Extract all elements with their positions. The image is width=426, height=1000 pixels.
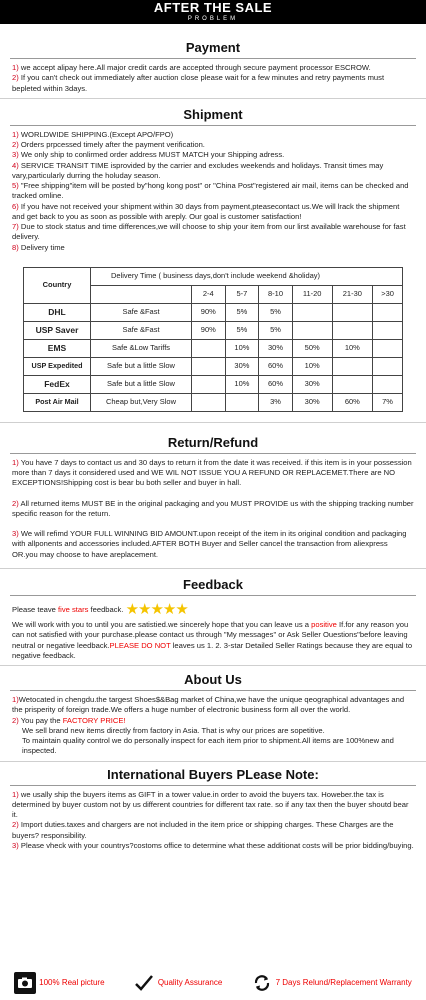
divider [0,665,426,666]
percentage-cell [192,357,226,375]
intl-list [12,790,414,852]
item-text: You have 7 days to contact us and 30 days to return it from the date it was received. if this item is in your possession more than 7 days it considered used and WE WIL NOT ISSUE YOU A REFUND OR REPLACEMET.There are NO EXCEPTIONS!Shipping cost is bear bu both seller and buyer in hall. [12,457,412,488]
item-number: 2) [12,715,19,725]
percentage-cell [332,375,373,393]
item-text: Orders prpcessed timely after the payment verification. [20,140,205,149]
percentage-cell: 3% [259,393,293,411]
divider [10,595,416,596]
percentage-cell: 5% [259,303,293,321]
list-item [12,841,414,851]
table-row [24,303,403,321]
carrier-cell: FedEx [24,375,91,393]
item-number: 3) [12,529,19,538]
shipment-heading: Shipment [183,106,243,122]
divider [0,98,426,99]
percentage-cell: 5% [259,321,293,339]
description-cell: Safe &Fast [91,303,192,321]
feedback-text: Please teave [12,604,59,614]
list-item [12,222,414,243]
item-number: 8) [12,242,19,252]
header-bar [0,0,426,24]
feedback-heading: Feedback [183,576,243,592]
header-title: AFTER THE SALE [153,0,273,15]
item-number: 1) [12,789,19,799]
item-text: All returned items MUST BE in the original packaging and you MUST PROVIDE us with the shipping tracking number specific reason for the return. [12,498,414,518]
item-text: We will refimd YOUR FULL WINNING BID AMOUNT.upon receipt of the item in its original condition and packaging with allponents and accessories included.AFTER BOTH Buyer and Seller cancel the transaction from aliexpress OR.you may choose to have areplacement. [12,529,407,559]
percentage-cell [373,303,403,321]
percentage-cell: 5% [225,321,259,339]
day-col-header: 2-4 [192,285,226,303]
list-item [12,140,414,150]
factory-price-highlight: FACTORY PRICE! [62,715,126,725]
item-text: You pay the [20,715,63,725]
percentage-cell [332,357,373,375]
description-cell: Safe &Low Tariffs [91,339,192,357]
list-item [12,820,414,841]
divider [10,690,416,691]
percentage-cell [373,339,403,357]
feedback-request [12,600,414,620]
item-number: 6) [12,201,19,211]
feedback-text: If.for any reason you can not satisfied with your purchase.please contact us through "My messages" or Ask Seller Ouestions"before leaving neutral or negative leedback. [12,620,409,650]
list-item [12,790,414,821]
percentage-cell: 10% [225,375,259,393]
percentage-cell: 90% [192,303,226,321]
divider [0,568,426,569]
item-text: Delivery time [20,242,65,252]
refund-warranty-label: 7 Days Relund/Replacement Warranty [275,977,412,987]
five-stars-icon: ★★★★★ [125,600,188,618]
percentage-cell: 60% [332,393,373,411]
payment-section [0,40,426,94]
carrier-cell: Post Air Mail [24,393,91,411]
percentage-cell: 90% [192,321,226,339]
item-text: If you have not received your shipment within 30 days from payment,pteasecontact us.We will lrack the shipment and get back to you as soon as possible with areply. Our goal is customer satisfaction! [12,201,400,221]
list-item [12,161,414,182]
item-text: Due to stock status and time differences,we will choose to ship your item from our lirst available warehouse for fast delivery. [12,222,406,242]
item-number: 1) [12,63,19,72]
about-text [12,695,414,757]
feedback-section [0,577,426,661]
percentage-cell [332,303,373,321]
divider [10,125,416,126]
feedback-text: leaves us 1. 2. 3-star Detailed Seller Ratings because they are equal to negative feedback. [12,640,413,660]
percentage-cell [373,375,403,393]
percentage-cell [192,339,226,357]
about-p4: To maintain quality control we do personally inspect for each item prior to shipment.All items are 100%new and inspected. [22,736,394,756]
percentage-cell: 30% [259,339,293,357]
percentage-cell [292,303,332,321]
percentage-cell [225,393,259,411]
item-number: 3) [12,150,19,160]
feedback-highlight: positive [311,620,337,629]
item-text: we usally ship the buyers items as GIFT in a tower value.in order to avoid the buyers tax. Howeber.the tax is determined by buyer custom not by us different countries for different tax rate. so if any tax then the buyer shoutd bear it. [12,789,409,819]
percentage-cell [373,321,403,339]
percentage-cell: 60% [259,357,293,375]
list-item [12,73,414,94]
refund-list [12,458,414,560]
list-item [12,150,414,160]
item-text: We only ship to conlirmed order address MUST MATCH your Shipping adress. [20,150,285,160]
item-number: 2) [12,140,19,149]
list-item [12,499,414,520]
item-text: Import duties.taxes and chargers are not included in the item price or shipping charges. These Charges are the buyers? responsibility. [12,820,394,840]
item-number: 1) [12,457,19,467]
list-item [12,458,414,489]
item-text: we accept alipay here.All major credit cards are accepted through secure payment processor ESCROW. [20,63,371,72]
refresh-icon [251,972,273,994]
description-cell: Safe &Fast [91,321,192,339]
table-row [24,357,403,375]
percentage-cell: 10% [292,357,332,375]
list-item [12,63,414,73]
day-col-header: 21-30 [332,285,373,303]
real-picture-badge [14,972,104,994]
item-text: If you can't check out immediately after auction close please wait for a few minutes and retry payments must bepleted within 3days. [12,73,385,93]
item-number: 1) [12,129,19,139]
percentage-cell: 30% [225,357,259,375]
feedback-highlight: PLEASE DO NOT [109,640,171,650]
percentage-cell: 7% [373,393,403,411]
carrier-cell: EMS [24,339,91,357]
item-text: Wetocated in chengdu.the targest Shoes$&Bag market of China,we have the unique qeographical advantages and the prisperity of foreign trade.We offers a huge number of electronic business form all over the world. [12,695,405,715]
item-text: WORLDWIDE SHIPPING.(Except APO/FPO) [20,129,174,139]
checkmark-icon [133,972,155,994]
day-col-header: 8-10 [259,285,293,303]
percentage-cell [332,321,373,339]
list-item [12,130,414,140]
table-body [24,303,403,411]
shipment-section [0,107,426,412]
divider [10,453,416,454]
shipment-list [12,130,414,253]
percentage-cell: 30% [292,393,332,411]
table-row [24,393,403,411]
percentage-cell: 10% [332,339,373,357]
about-p3: We sell brand new items directly from factory in Asia. That is why our prices are sopetitive. [22,725,325,735]
table-row [24,375,403,393]
table-row [24,321,403,339]
divider [10,785,416,786]
item-text: "Free shipping"item will be posted by"hong kong post" or "China Post"registered air mail, items can be checked and tracked omline. [12,181,409,201]
quality-badge [133,972,222,994]
item-number: 2) [12,498,19,508]
percentage-cell: 50% [292,339,332,357]
feedback-text: feedback. [88,604,124,614]
feedback-body [12,620,414,661]
item-number: 4) [12,160,19,170]
guarantee-bar [0,966,426,1000]
item-number: 2) [12,73,19,83]
divider [10,58,416,59]
percentage-cell [373,357,403,375]
percentage-cell: 30% [292,375,332,393]
percentage-cell: 5% [225,303,259,321]
list-item [12,181,414,202]
item-number: 2) [12,820,19,830]
item-text: Please vheck with your countrys?costoms office to determine what these additionat costs will be prior bidding/buying. [20,840,414,850]
item-number: 3) [12,840,19,850]
header-subtitle: PROBLEM [187,16,239,22]
percentage-cell: 60% [259,375,293,393]
delivery-header: Delivery Time ( business days,don't include weekend &holiday) [91,267,403,285]
item-number: 7) [12,222,19,231]
carrier-cell: DHL [24,303,91,321]
about-section [0,672,426,757]
item-number: 1) [12,695,19,704]
delivery-table [23,267,403,412]
quality-label: Quality Assurance [157,977,223,987]
divider [0,422,426,423]
camera-icon [14,972,36,994]
day-col-header: >30 [373,285,403,303]
payment-list [12,63,414,94]
refund-section [0,435,426,560]
feedback-highlight: five stars [58,604,89,614]
percentage-cell [292,321,332,339]
percentage-cell [192,393,226,411]
feedback-text: We will work with you to until you are satistied.we sincerely hope that you can leave us a [12,620,312,629]
carrier-cell: USP Saver [24,321,91,339]
desc-header [91,285,192,303]
table-header-row [24,267,403,285]
item-text: SERVICE TRANSIT TIME isprovided by the carrier and excludes weekends and holidays. Transit times may vary,particularly durring the holuday season. [12,160,384,180]
item-number: 5) [12,181,19,190]
about-heading: About Us [184,672,242,687]
list-item [12,529,414,560]
table-row [24,339,403,357]
about-p1 [12,695,414,716]
intl-heading: International Buyers PLease Note: [107,766,319,782]
payment-heading: Payment [185,40,241,55]
percentage-cell: 10% [225,339,259,357]
intl-section [0,767,426,852]
description-cell: Safe but a little Slow [91,375,192,393]
carrier-cell: USP Expedited [24,357,91,375]
divider [0,761,426,762]
refund-warranty-badge [251,972,412,994]
percentage-cell [192,375,226,393]
about-p2 [12,716,414,726]
refund-heading: Return/Refund [167,434,259,450]
list-item [12,202,414,223]
day-col-header: 5-7 [225,285,259,303]
real-picture-label: 100% Real picture [39,977,105,987]
list-item [12,243,414,253]
description-cell: Safe but a little Slow [91,357,192,375]
day-col-header: 11-20 [292,285,332,303]
description-cell: Cheap but,Very Slow [91,393,192,411]
country-header: Country [24,267,91,303]
